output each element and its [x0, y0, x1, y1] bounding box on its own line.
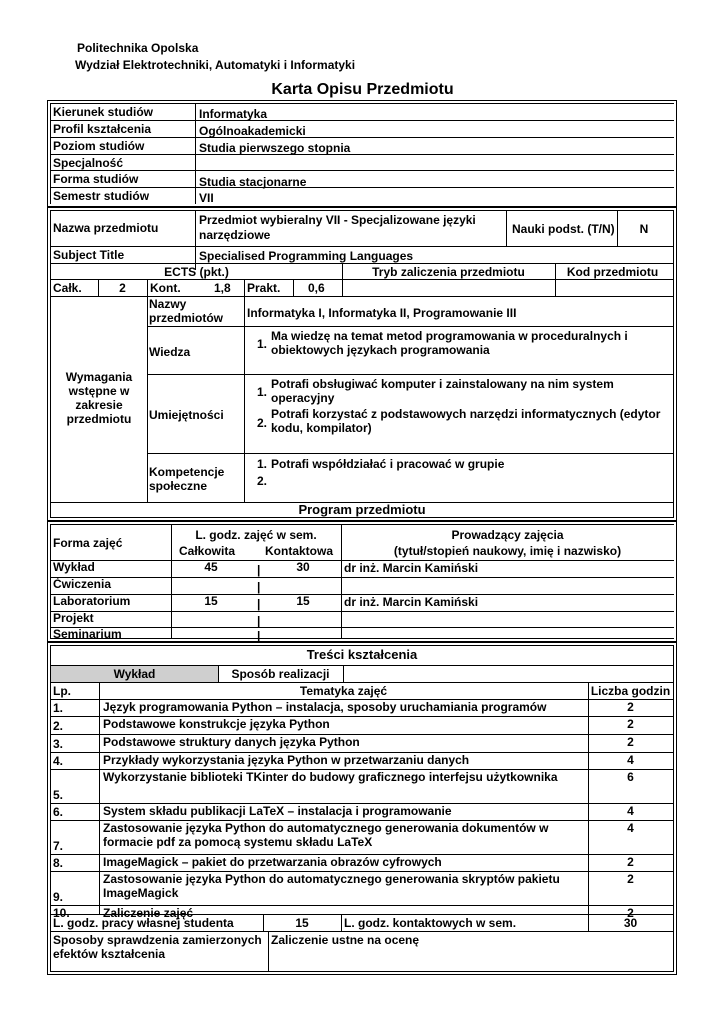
knowledge-item-text: Ma wiedzę na temat metod programowania w proceduralnych i obiektowych językach programowania: [271, 329, 628, 357]
content-row-lp: 8.: [53, 856, 64, 870]
ects-total-value: 2: [119, 281, 126, 295]
verification-value: Zaliczenie ustne na ocenę: [271, 933, 420, 947]
content-row-topic: Język programowania Python – instalacja, sposoby uruchamiania programów: [103, 700, 547, 714]
content-row-topic: Przykłady wykorzystania języka Python w przetwarzaniu danych: [103, 753, 470, 767]
content-table: [47, 642, 677, 975]
content-row-hours: 2: [627, 906, 634, 920]
ects-total-label: Całk.: [53, 281, 82, 295]
content-row-hours: 4: [627, 804, 634, 818]
specialization-label: Specjalność: [53, 156, 124, 170]
content-row-topic: Zastosowanie języka Python do automatycznego generowania dokumentów w formacie pdf za pomocą systemu składu LaTeX: [103, 821, 549, 849]
form-row-separator: |: [257, 597, 261, 611]
form-row-separator: |: [257, 629, 261, 643]
content-row-lp: 6.: [53, 805, 64, 819]
study-level-label: Poziom studiów: [53, 139, 145, 153]
skills-label: Umiejętności: [149, 408, 224, 422]
verification-label: Sposoby sprawdzenia zamierzonych efektów kształcenia: [53, 933, 262, 961]
hours-contact-header: Kontaktowa: [265, 544, 334, 558]
university-name: Politechnika Opolska: [77, 41, 199, 55]
faculty-name: Wydział Elektrotechniki, Automatyki i Informatyki: [75, 58, 356, 72]
content-row-lp: 3.: [53, 737, 64, 751]
study-form-label: Forma studiów: [53, 172, 139, 186]
skill-2-number: 2.: [257, 416, 268, 430]
ects-contact-label: Kont.: [150, 281, 181, 295]
content-row-topic: Zastosowanie języka Python do automatycznego generowania skryptów pakietu ImageMagick: [103, 872, 560, 900]
content-row-topic: ImageMagick – pakiet do przetwarzania obrazów cyfrowych: [103, 855, 442, 869]
topic-header: Tematyka zajęć: [299, 684, 388, 698]
form-row-seminar: Seminarium: [53, 627, 122, 641]
basic-sciences-label: Nauki podst. (T/N): [512, 222, 615, 236]
form-row-contact: 30: [296, 560, 310, 574]
content-row-hours: 2: [627, 735, 634, 749]
study-profile-value: Ogólnoakademicki: [199, 124, 306, 138]
prior-subjects-label: Nazwy przedmiotów: [149, 297, 223, 325]
lp-header: Lp.: [53, 684, 71, 698]
basic-sciences-value: N: [639, 222, 649, 236]
lecture-type-label: Wykład: [113, 667, 156, 681]
hours-header-label: L. godz. zajęć w sem.: [195, 528, 317, 542]
teacher-header-label: Prowadzący zajęcia: [451, 528, 564, 542]
ects-contact-value: 1,8: [214, 281, 231, 295]
ects-practical-label: Prakt.: [247, 281, 281, 295]
social-competences-label: Kompetencje społeczne: [149, 465, 225, 493]
subject-name-line2: narzędziowe: [199, 228, 271, 242]
social-2-number: 2.: [257, 474, 268, 488]
contact-hours-value: 30: [623, 916, 638, 930]
hours-header: Liczba godzin: [590, 684, 671, 698]
form-row-separator: |: [257, 614, 261, 628]
ects-practical-value: 0,6: [308, 281, 325, 295]
content-row-topic: Podstawowe konstrukcje języka Python: [103, 717, 330, 731]
class-forms-table: [47, 521, 677, 642]
content-row-hours: 4: [627, 821, 634, 835]
self-work-value: 15: [295, 916, 309, 930]
content-row-topic: System składu publikacji LaTeX – instalacja i programowanie: [103, 804, 452, 818]
social-1-number: 1.: [257, 457, 268, 471]
prior-subjects-value: Informatyka I, Informatyka II, Programowanie III: [247, 306, 517, 320]
content-row-lp: 7.: [53, 839, 64, 853]
form-header-label: Forma zajęć: [53, 536, 123, 550]
content-row-hours: 4: [627, 753, 634, 767]
knowledge-item-number: 1.: [257, 337, 268, 351]
exam-mode-label: Tryb zaliczenia przedmiotu: [372, 265, 525, 279]
content-row-hours: 2: [627, 700, 634, 714]
content-row-topic: Wykorzystanie biblioteki TKinter do budowy graficznego interfejsu użytkownika: [103, 770, 558, 784]
subject-table: [47, 207, 677, 521]
skill-1-number: 1.: [257, 385, 268, 399]
form-row-teacher: dr inż. Marcin Kamiński: [344, 595, 479, 609]
semester-label: Semestr studiów: [53, 189, 150, 203]
study-profile-label: Profil kształcenia: [53, 122, 152, 136]
form-row-project: Projekt: [53, 611, 94, 625]
form-row-laboratory: Laboratorium: [53, 594, 131, 608]
content-row-lp: 1.: [53, 701, 64, 715]
content-row-topic: Zaliczenie zajęć: [103, 906, 194, 920]
subject-code-label: Kod przedmiotu: [566, 265, 659, 279]
content-row-hours: 2: [627, 717, 634, 731]
content-row-lp: 10.: [53, 906, 70, 920]
skill-1-text: Potrafi obsługiwać komputer i zainstalowany na nim system operacyjny: [271, 377, 614, 405]
form-row-separator: |: [257, 580, 261, 594]
prerequisites-label: Wymagania wstępne w zakresie przedmiotu: [65, 370, 133, 426]
subject-name-label: Nazwa przedmiotu: [53, 221, 159, 235]
contact-hours-label: L. godz. kontaktowych w sem.: [344, 916, 517, 930]
content-row-lp: 5.: [53, 788, 64, 802]
method-label: Sposób realizacji: [231, 667, 330, 681]
content-row-lp: 2.: [53, 719, 64, 733]
content-row-hours: 2: [627, 872, 634, 886]
page-title: Karta Opisu Przedmiotu: [271, 81, 454, 98]
study-form-value: Studia stacjonarne: [199, 175, 307, 189]
knowledge-label: Wiedza: [149, 345, 191, 359]
subject-title-value: Specialised Programming Languages: [199, 249, 414, 263]
hours-total-header: Całkowita: [179, 544, 236, 558]
content-row-hours: 2: [627, 855, 634, 869]
teacher-header-sub: (tytuł/stopień naukowy, imię i nazwisko): [393, 544, 622, 558]
content-row-hours: 6: [627, 770, 634, 784]
self-work-label: L. godz. pracy własnej studenta: [53, 916, 234, 930]
form-row-lecture: Wykład: [53, 560, 95, 574]
study-field-label: Kierunek studiów: [53, 105, 154, 119]
subject-name-line1: Przedmiot wybieralny VII - Specjalizowane języki: [199, 213, 476, 227]
social-1-text: Potrafi współdziałać i pracować w grupie: [271, 457, 505, 471]
study-info-table: [47, 100, 677, 207]
content-row-lp: 4.: [53, 754, 64, 768]
subject-title-label: Subject Title: [53, 248, 125, 262]
form-row-total: 45: [204, 560, 218, 574]
study-field-value: Informatyka: [199, 107, 268, 121]
ects-label: ECTS (pkt.): [164, 265, 229, 279]
form-row-contact: 15: [296, 594, 310, 608]
content-row-topic: Podstawowe struktury danych języka Python: [103, 735, 360, 749]
content-title: Treści kształcenia: [306, 647, 418, 662]
content-row-lp: 9.: [53, 890, 64, 904]
semester-value: VII: [199, 191, 214, 205]
program-title: Program przedmiotu: [298, 502, 426, 517]
form-row-separator: |: [257, 563, 261, 577]
form-row-teacher: dr inż. Marcin Kamiński: [344, 561, 479, 575]
study-level-value: Studia pierwszego stopnia: [199, 141, 351, 155]
form-row-exercises: Ćwiczenia: [53, 577, 112, 591]
form-row-total: 15: [204, 594, 218, 608]
skill-2-text: Potrafi korzystać z podstawowych narzędzi informatycznych (edytor kodu, kompilator): [271, 407, 661, 435]
